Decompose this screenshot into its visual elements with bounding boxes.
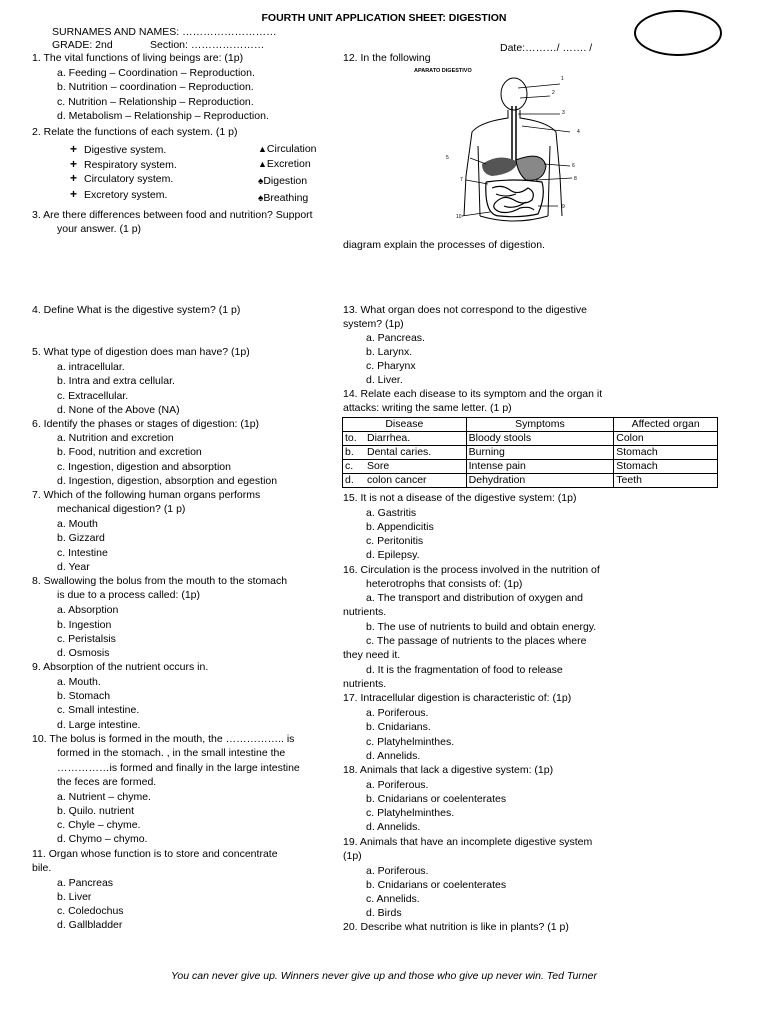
q18-option-a[interactable]: a. Poriferous. bbox=[366, 779, 429, 791]
question-1: 1. The vital functions of living beings are: (1p) bbox=[32, 52, 244, 64]
question-17: 17. Intracellular digestion is characteristic of: (1p) bbox=[343, 692, 572, 704]
footer-quote: You can never give up. Winners never give up and those who give up never win. Ted Turner bbox=[171, 970, 597, 982]
question-19-cont: (1p) bbox=[343, 850, 362, 862]
question-8: 8. Swallowing the bolus from the mouth to the stomach bbox=[32, 575, 288, 587]
q6-option-a[interactable]: a. Nutrition and excretion bbox=[57, 432, 174, 444]
symptom-cell[interactable]: Bloody stools bbox=[466, 432, 614, 446]
q19-option-a[interactable]: a. Poriferous. bbox=[366, 865, 429, 877]
organ-cell[interactable]: Stomach bbox=[614, 446, 718, 460]
column-header: Disease bbox=[343, 418, 467, 432]
diagram-label-1: 1 bbox=[561, 76, 564, 82]
diagram-label-2: 2 bbox=[552, 90, 555, 96]
q18-option-d[interactable]: d. Annelids. bbox=[366, 821, 421, 833]
organ-cell[interactable]: Stomach bbox=[614, 460, 718, 474]
q19-option-b[interactable]: b. Cnidarians or coelenterates bbox=[366, 879, 507, 891]
q11-option-c[interactable]: c. Coledochus bbox=[57, 905, 124, 917]
q18-option-b[interactable]: b. Cnidarians or coelenterates bbox=[366, 793, 507, 805]
table-header-row bbox=[343, 418, 718, 432]
question-3-cont: your answer. (1 p) bbox=[57, 223, 142, 235]
surnames-field[interactable]: SURNAMES AND NAMES: ……………………… bbox=[52, 26, 277, 38]
question-2: 2. Relate the functions of each system. (1 p) bbox=[32, 126, 238, 138]
q16-option-a[interactable]: a. The transport and distribution of oxygen and bbox=[366, 592, 583, 604]
q1-option-c[interactable]: c. Nutrition – Relationship – Reproduction. bbox=[57, 96, 254, 108]
triangle-icon: ▲ bbox=[258, 159, 267, 169]
spade-icon: ♠ bbox=[258, 193, 264, 204]
question-19: 19. Animals that have an incomplete digestive system bbox=[343, 836, 593, 848]
question-8-cont: is due to a process called: (1p) bbox=[57, 589, 200, 601]
q13-option-a[interactable]: a. Pancreas. bbox=[366, 332, 425, 344]
grade-oval bbox=[634, 10, 722, 56]
question-10-cont: ……………is formed and finally in the large intestine bbox=[57, 762, 300, 774]
triangle-icon: ▲ bbox=[258, 144, 267, 154]
q5-option-a[interactable]: a. intracellular. bbox=[57, 361, 125, 373]
q10-option-a[interactable]: a. Nutrient – chyme. bbox=[57, 791, 151, 803]
q10-option-c[interactable]: c. Chyle – chyme. bbox=[57, 819, 141, 831]
cross-icon: + bbox=[70, 187, 78, 201]
q11-option-d[interactable]: d. Gallbladder bbox=[57, 919, 123, 931]
q19-option-d[interactable]: d. Birds bbox=[366, 907, 402, 919]
q11-option-a[interactable]: a. Pancreas bbox=[57, 877, 114, 889]
q7-option-a[interactable]: a. Mouth bbox=[57, 518, 98, 530]
question-11-cont: bile. bbox=[32, 862, 52, 874]
function-item[interactable]: ♠Breathing bbox=[258, 192, 309, 204]
q9-option-a[interactable]: a. Mouth. bbox=[57, 676, 101, 688]
table-row bbox=[343, 446, 718, 460]
q15-option-d[interactable]: d. Epilepsy. bbox=[366, 549, 420, 561]
q11-option-b[interactable]: b. Liver bbox=[57, 891, 92, 903]
question-5: 5. What type of digestion does man have? (1p) bbox=[32, 346, 250, 358]
question-11: 11. Organ whose function is to store and concentrate bbox=[32, 848, 278, 860]
q5-option-d[interactable]: d. None of the Above (NA) bbox=[57, 404, 180, 416]
disease-cell[interactable]: to. Diarrhea. bbox=[343, 432, 467, 446]
question-10-cont: the feces are formed. bbox=[57, 776, 157, 788]
q16-option-c[interactable]: c. The passage of nutrients to the places where bbox=[366, 635, 587, 647]
system-item[interactable]: + Digestive system. bbox=[70, 142, 167, 156]
question-12: 12. In the following bbox=[343, 52, 431, 64]
q10-option-d[interactable]: d. Chymo – chymo. bbox=[57, 833, 148, 845]
question-16: 16. Circulation is the process involved in the nutrition of bbox=[343, 564, 600, 576]
question-12-cont: diagram explain the processes of digestion. bbox=[343, 239, 545, 251]
diagram-label-5: 5 bbox=[446, 155, 449, 161]
function-item[interactable]: ♠Digestion bbox=[258, 175, 308, 187]
q7-option-d[interactable]: d. Year bbox=[57, 561, 90, 573]
q16-option-d-cont[interactable]: nutrients. bbox=[343, 678, 387, 690]
diagram-label-9: 9 bbox=[562, 204, 565, 210]
diagram-label-10: 10 bbox=[456, 214, 462, 220]
system-item[interactable]: + Excretory system. bbox=[70, 187, 168, 201]
spade-icon: ♠ bbox=[258, 176, 264, 187]
page-title: FOURTH UNIT APPLICATION SHEET: DIGESTION bbox=[261, 12, 507, 24]
q7-option-c[interactable]: c. Intestine bbox=[57, 547, 108, 559]
organ-cell[interactable]: Teeth bbox=[614, 474, 718, 488]
q17-option-c[interactable]: c. Platyhelminthes. bbox=[366, 736, 455, 748]
question-4: 4. Define What is the digestive system? (1 p) bbox=[32, 304, 241, 316]
question-18: 18. Animals that lack a digestive system: (1p) bbox=[343, 764, 554, 776]
symptom-cell[interactable]: Dehydration bbox=[466, 474, 614, 488]
q19-option-c[interactable]: c. Annelids. bbox=[366, 893, 420, 905]
question-10: 10. The bolus is formed in the mouth, the …………….. is bbox=[32, 733, 295, 745]
q16-option-b[interactable]: b. The use of nutrients to build and obtain energy. bbox=[366, 621, 597, 633]
q16-option-c-cont[interactable]: they need it. bbox=[343, 649, 401, 661]
q13-option-b[interactable]: b. Larynx. bbox=[366, 346, 413, 358]
q13-option-c[interactable]: c. Pharynx bbox=[366, 360, 416, 372]
question-14-cont: attacks: writing the same letter. (1 p) bbox=[343, 402, 512, 414]
disease-table bbox=[342, 417, 718, 488]
digestive-system-diagram bbox=[410, 66, 600, 226]
diagram-label-7: 7 bbox=[460, 177, 463, 183]
question-14: 14. Relate each disease to its symptom and the organ it bbox=[343, 388, 603, 400]
q8-option-d[interactable]: d. Osmosis bbox=[57, 647, 110, 659]
q8-option-a[interactable]: a. Absorption bbox=[57, 604, 119, 616]
question-9: 9. Absorption of the nutrient occurs in. bbox=[32, 661, 209, 673]
disease-cell[interactable]: d. colon cancer bbox=[343, 474, 467, 488]
question-3: 3. Are there differences between food and nutrition? Support bbox=[32, 209, 313, 221]
section-field[interactable]: Section: ………………… bbox=[150, 39, 265, 51]
disease-cell[interactable]: c. Sore bbox=[343, 460, 467, 474]
q8-option-c[interactable]: c. Peristalsis bbox=[57, 633, 116, 645]
q8-option-b[interactable]: b. Ingestion bbox=[57, 619, 112, 631]
diagram-label-4: 4 bbox=[577, 129, 580, 135]
q6-option-b[interactable]: b. Food, nutrition and excretion bbox=[57, 446, 202, 458]
q9-option-c[interactable]: c. Small intestine. bbox=[57, 704, 140, 716]
q7-option-b[interactable]: b. Gizzard bbox=[57, 532, 105, 544]
q17-option-d[interactable]: d. Annelids. bbox=[366, 750, 421, 762]
q1-option-a[interactable]: a. Feeding – Coordination – Reproduction. bbox=[57, 67, 255, 79]
diagram-label-8: 8 bbox=[574, 176, 577, 182]
question-15: 15. It is not a disease of the digestive system: (1p) bbox=[343, 492, 577, 504]
symptom-cell[interactable]: Burning bbox=[466, 446, 614, 460]
organ-cell[interactable]: Colon bbox=[614, 432, 718, 446]
q16-option-a-cont[interactable]: nutrients. bbox=[343, 606, 387, 618]
diagram-label-3: 3 bbox=[562, 110, 565, 116]
cross-icon: + bbox=[70, 142, 78, 156]
diagram-label-6: 6 bbox=[572, 163, 575, 169]
system-item[interactable]: + Circulatory system. bbox=[70, 171, 174, 185]
table-row bbox=[343, 460, 718, 474]
question-7: 7. Which of the following human organs performs bbox=[32, 489, 261, 501]
cross-icon: + bbox=[70, 171, 78, 185]
q10-option-b[interactable]: b. Quilo. nutrient bbox=[57, 805, 135, 817]
question-7-cont: mechanical digestion? (1 p) bbox=[57, 503, 186, 515]
q5-option-b[interactable]: b. Intra and extra cellular. bbox=[57, 375, 175, 387]
q18-option-c[interactable]: c. Platyhelminthes. bbox=[366, 807, 455, 819]
column-header: Symptoms bbox=[466, 418, 614, 432]
disease-cell[interactable]: b. Dental caries. bbox=[343, 446, 467, 460]
function-item[interactable]: ▲Excretion bbox=[258, 158, 311, 170]
function-item[interactable]: ▲Circulation bbox=[258, 143, 317, 155]
q15-option-b[interactable]: b. Appendicitis bbox=[366, 521, 434, 533]
cross-icon: + bbox=[70, 157, 78, 171]
question-13: 13. What organ does not correspond to the digestive bbox=[343, 304, 587, 316]
q17-option-a[interactable]: a. Poriferous. bbox=[366, 707, 429, 719]
symptom-cell[interactable]: Intense pain bbox=[466, 460, 614, 474]
question-13-cont: system? (1p) bbox=[343, 318, 404, 330]
q9-option-d[interactable]: d. Large intestine. bbox=[57, 719, 141, 731]
q6-option-d[interactable]: d. Ingestion, digestion, absorption and egestion bbox=[57, 475, 278, 487]
system-item[interactable]: + Respiratory system. bbox=[70, 157, 177, 171]
q16-option-d[interactable]: d. It is the fragmentation of food to release bbox=[366, 664, 563, 676]
question-10-cont: formed in the stomach. , in the small intestine the bbox=[57, 747, 286, 759]
q15-option-a[interactable]: a. Gastritis bbox=[366, 507, 417, 519]
question-20: 20. Describe what nutrition is like in plants? (1 p) bbox=[343, 921, 569, 933]
question-16-cont: heterotrophs that consists of: (1p) bbox=[366, 578, 523, 590]
grade-label: GRADE: 2nd bbox=[52, 39, 113, 51]
question-6: 6. Identify the phases or stages of digestion: (1p) bbox=[32, 418, 260, 430]
column-header: Affected organ bbox=[614, 418, 718, 432]
q5-option-c[interactable]: c. Extracellular. bbox=[57, 390, 129, 402]
q13-option-d[interactable]: d. Liver. bbox=[366, 374, 403, 386]
q15-option-c[interactable]: c. Peritonitis bbox=[366, 535, 424, 547]
table-row bbox=[343, 474, 718, 488]
q1-option-b[interactable]: b. Nutrition – coordination – Reproduction. bbox=[57, 81, 254, 93]
q6-option-c[interactable]: c. Ingestion, digestion and absorption bbox=[57, 461, 231, 473]
table-row bbox=[343, 432, 718, 446]
q1-option-d[interactable]: d. Metabolism – Relationship – Reproduction. bbox=[57, 110, 269, 122]
date-field[interactable]: Date:………/ ……. / bbox=[500, 42, 593, 54]
q17-option-b[interactable]: b. Cnidarians. bbox=[366, 721, 431, 733]
q9-option-b[interactable]: b. Stomach bbox=[57, 690, 111, 702]
diagram-title: APARATO DIGESTIVO bbox=[414, 68, 472, 74]
